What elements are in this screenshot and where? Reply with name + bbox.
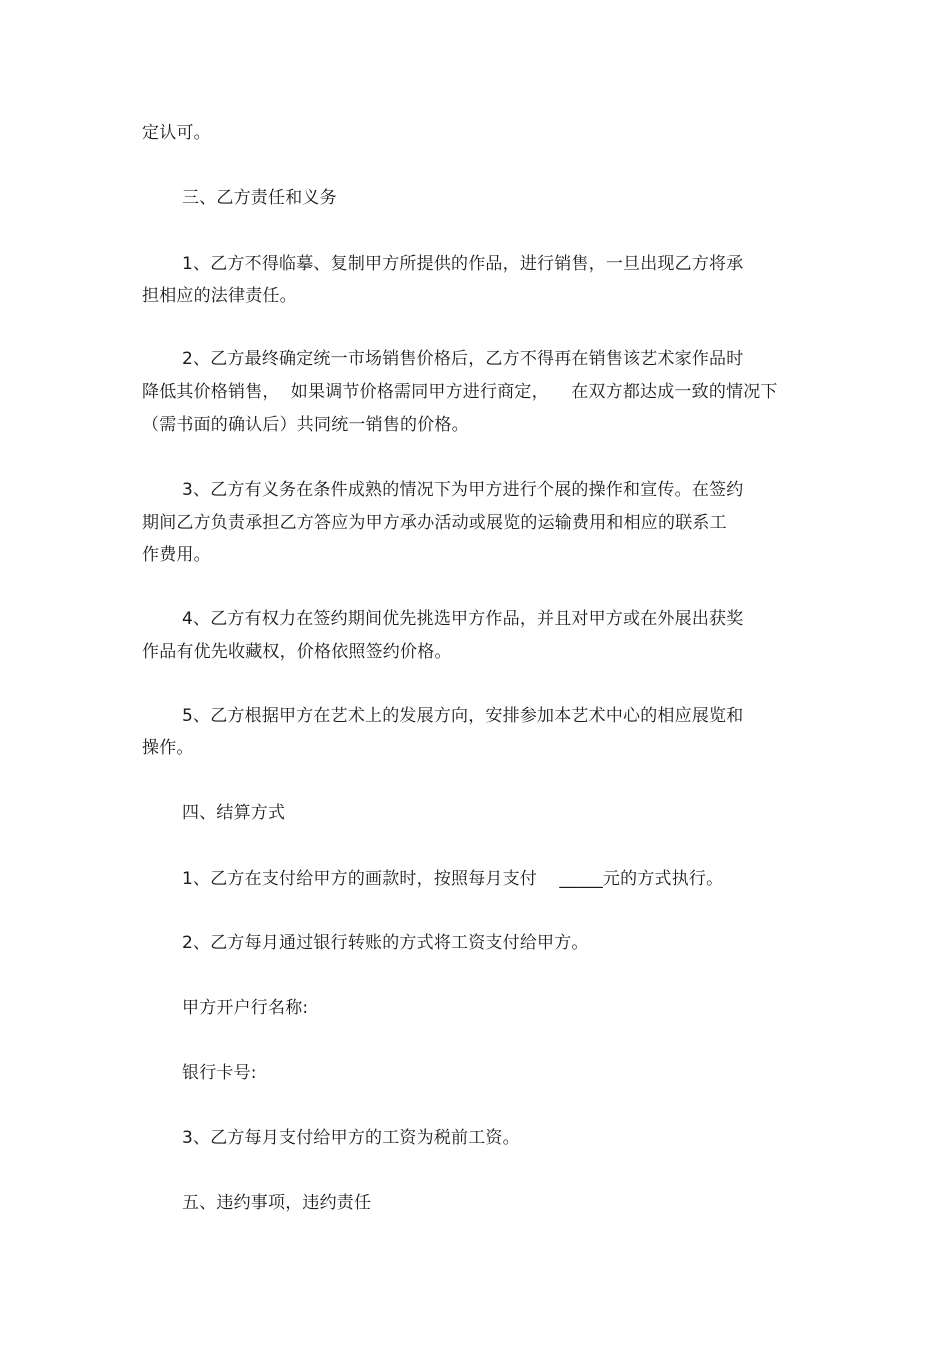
clause-3-4-line-1: 4、乙方有权力在签约期间优先挑选甲方作品，并且对甲方或在外展出获奖 — [182, 609, 744, 629]
clause-3-2-line-2: 降低其价格销售， 如果调节价格需同甲方进行商定， 在双方都达成一致的情况下 — [142, 382, 778, 402]
bank-name-field-label: 甲方开户行名称: — [182, 998, 309, 1018]
clause-3-3-line-1: 3、乙方有义务在条件成熟的情况下为甲方进行个展的操作和宣传。在签约 — [182, 480, 744, 500]
section-heading-3: 三、乙方责任和义务 — [182, 188, 337, 208]
clause-4-1: 1、乙方在支付给甲方的画款时，按照每月支付 _____元的方式执行。 — [182, 869, 724, 889]
clause-3-3-line-3: 作费用。 — [142, 545, 211, 565]
clause-3-4-line-2: 作品有优先收藏权，价格依照签约价格。 — [142, 642, 452, 662]
clause-3-1-line-2: 担相应的法律责任。 — [142, 286, 297, 306]
bank-card-number-label: 银行卡号: — [182, 1063, 257, 1083]
clause-4-2: 2、乙方每月通过银行转账的方式将工资支付给甲方。 — [182, 933, 589, 953]
clause-3-1-line-1: 1、乙方不得临摹、复制甲方所提供的作品，进行销售，一旦出现乙方将承 — [182, 254, 744, 274]
section-heading-5: 五、违约事项，违约责任 — [182, 1193, 372, 1213]
clause-3-2-line-3: （需书面的确认后）共同统一销售的价格。 — [142, 415, 469, 435]
paragraph-continuation: 定认可。 — [142, 123, 211, 143]
section-heading-4: 四、结算方式 — [182, 803, 286, 823]
clause-3-5-line-2: 操作。 — [142, 738, 194, 758]
clause-3-3-line-2: 期间乙方负责承担乙方答应为甲方承办活动或展览的运输费用和相应的联系工 — [142, 513, 727, 533]
clause-4-3: 3、乙方每月支付给甲方的工资为税前工资。 — [182, 1128, 520, 1148]
clause-3-2-line-1: 2、乙方最终确定统一市场销售价格后，乙方不得再在销售该艺术家作品时 — [182, 349, 744, 369]
clause-3-5-line-1: 5、乙方根据甲方在艺术上的发展方向，安排参加本艺术中心的相应展览和 — [182, 706, 744, 726]
